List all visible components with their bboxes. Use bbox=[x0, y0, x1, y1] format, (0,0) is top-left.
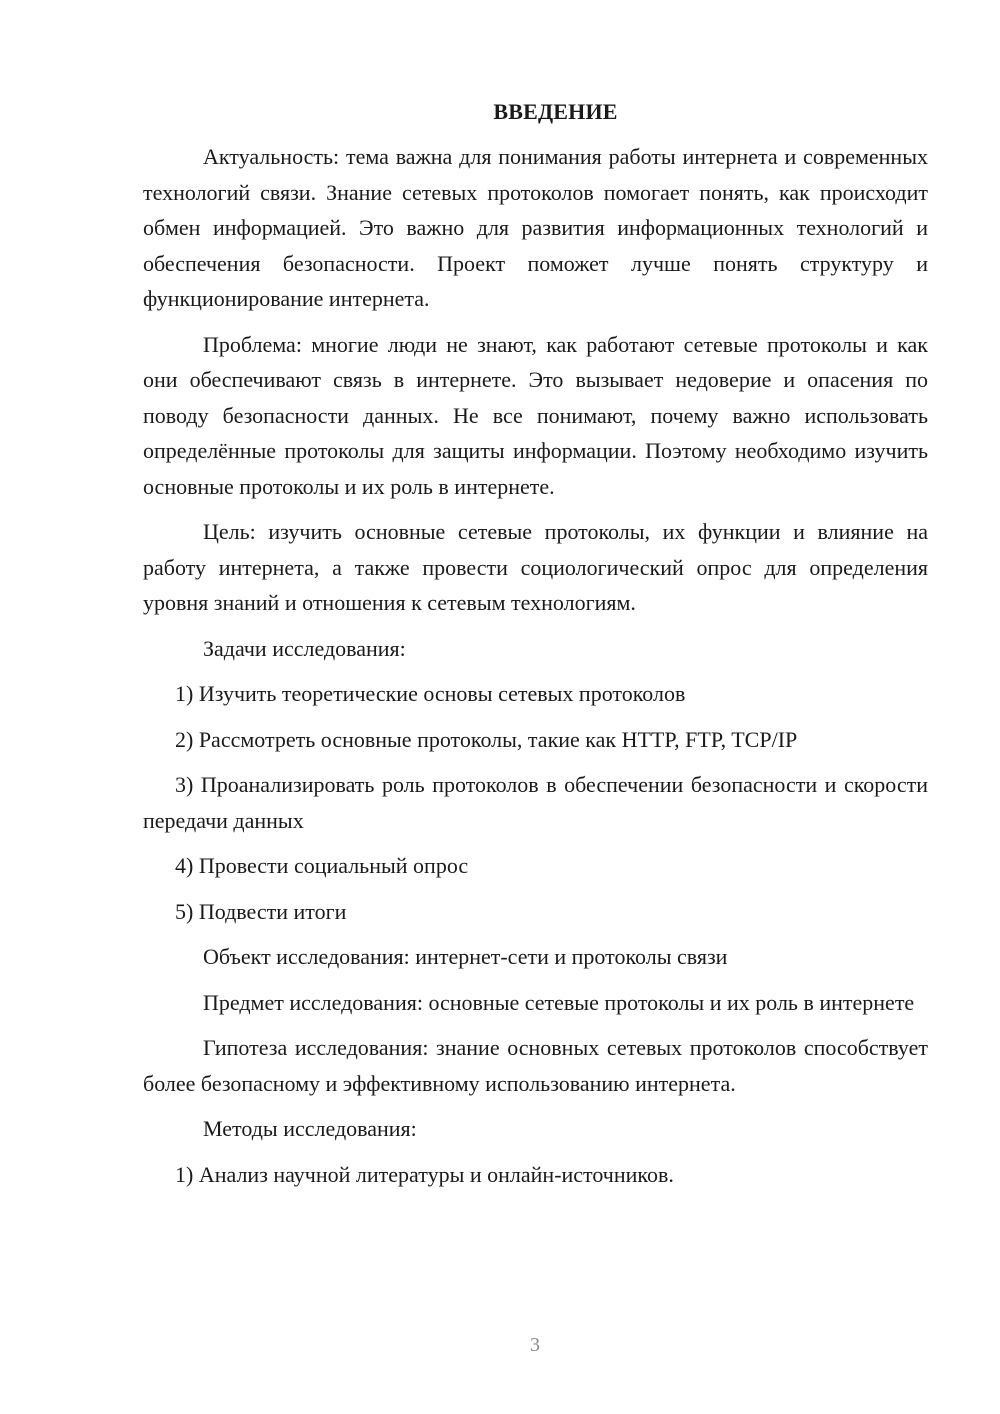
object-paragraph: Объект исследования: интернет-сети и протоколы связи bbox=[203, 944, 728, 969]
tasks-heading: Задачи исследования: bbox=[203, 635, 406, 661]
task-item-5: 5) Подвести итоги bbox=[175, 898, 347, 924]
page-number: 3 bbox=[530, 1334, 540, 1356]
section-title: ВВЕДЕНИЕ bbox=[493, 99, 618, 124]
hypothesis-paragraph: Гипотеза исследования: знание основных сетевых протоколов способствует более безопасному и эффективному использованию интернета. bbox=[143, 1035, 928, 1096]
page-content bbox=[143, 94, 928, 1202]
task-item-1: 1) Изучить теоретические основы сетевых протоколов bbox=[175, 681, 686, 706]
problem-paragraph: Проблема: многие люди не знают, как работают сетевые протоколы и как они обеспечивают связь в интернете. Это вызывает недоверие и опасения по поводу безопасности данных. Не все понимают, почему важно использовать определённые протоколы для защиты информации. Поэтому необходимо изучить основные протоколы и их роль в интернете. bbox=[143, 331, 928, 499]
relevance-paragraph: Актуальность: тема важна для понимания работы интернета и современных технологий связи. Знание сетевых протоколов помогает понять, как происходит обмен информацией. Это важно для развития информационных технологий и обеспечения безопасности. Проект поможет лучше понять структуру и функционирование интернета. bbox=[143, 144, 928, 311]
task-item-4: 4) Провести социальный опрос bbox=[175, 853, 469, 878]
method-item-1: 1) Анализ научной литературы и онлайн-источников. bbox=[175, 1161, 674, 1187]
methods-heading: Методы исследования: bbox=[203, 1116, 417, 1141]
subject-paragraph: Предмет исследования: основные сетевые протоколы и их роль в интернете bbox=[203, 989, 915, 1015]
task-item-3: 3) Проанализировать роль протоколов в обеспечении безопасности и скорости передачи данных bbox=[143, 772, 928, 833]
task-item-2: 2) Рассмотреть основные протоколы, такие как HTTP, FTP, TCP/IP bbox=[175, 726, 798, 752]
goal-paragraph: Цель: изучить основные сетевые протоколы, их функции и влияние на работу интернета, а также провести социологический опрос для определения уровня знаний и отношения к сетевым технологиям. bbox=[143, 519, 928, 615]
